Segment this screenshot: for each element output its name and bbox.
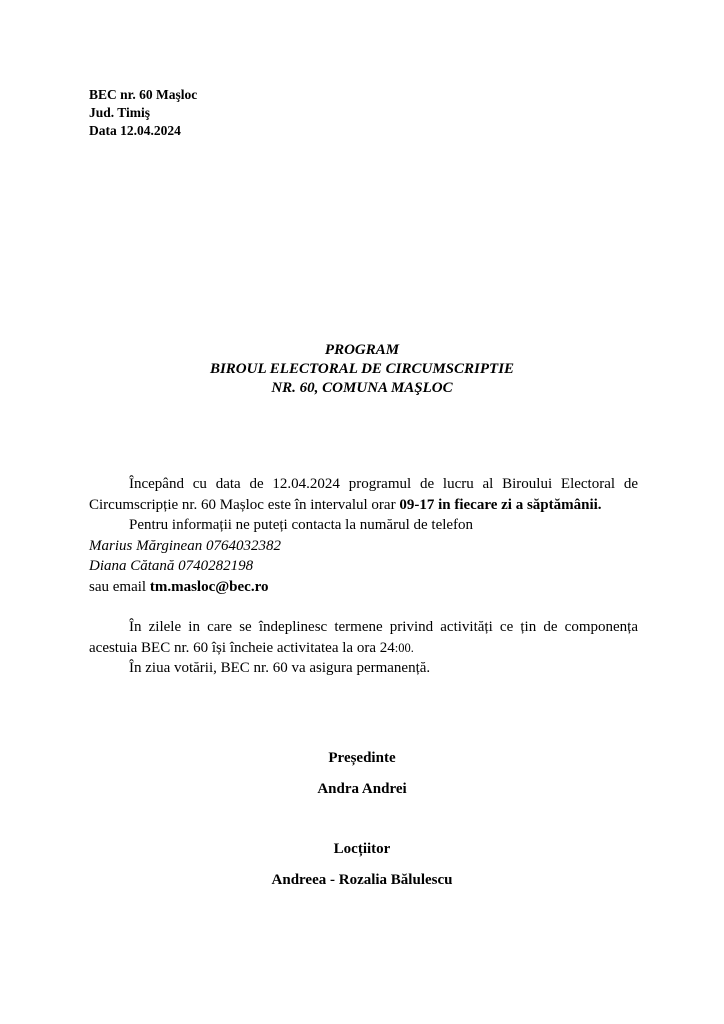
signature-name-deputy: Andreea - Rozalia Bălulescu (271, 872, 453, 888)
header-bureau: BEC nr. 60 Maşloc (89, 87, 198, 102)
email-prefix: sau email (89, 578, 150, 595)
email-address[interactable]: tm.masloc@bec.ro (149, 578, 269, 595)
deadline-text: În zilele in care se îndeplinesc termene privind activități ce țin de componența acestuia BEC nr. 60 își încheie activitatea la ora 24 (89, 619, 638, 656)
signature-role-president: Președinte (328, 750, 396, 766)
schedule-text: Începând cu data de 12.04.2024 programul de lucru al Biroului Electoral de Circumscripție nr. 60 Mașloc este în intervalul orar (89, 476, 638, 513)
header-date: Data 12.04.2024 (89, 123, 181, 138)
document-header (89, 86, 197, 140)
deadline-paragraph (89, 617, 638, 658)
signature-role-deputy: Locțiitor (333, 841, 391, 857)
contact-intro: Pentru informații ne puteți contacta la numărul de telefon (129, 517, 474, 533)
deadline-time: :00. (394, 640, 414, 655)
header-county: Jud. Timiş (89, 105, 151, 120)
schedule-paragraph (89, 474, 638, 515)
voting-day-paragraph: În ziua votării, BEC nr. 60 va asigura permanență. (129, 660, 431, 676)
schedule-hours: 09-17 in fiecare zi a săptămânii. (399, 496, 602, 513)
title-line-1: PROGRAM (324, 342, 400, 358)
signature-name-president: Andra Andrei (317, 781, 407, 797)
email-line (89, 577, 638, 598)
document-title (0, 341, 724, 398)
title-line-2: BIROUL ELECTORAL DE CIRCUMSCRIPTIE (209, 361, 515, 377)
document-body (89, 474, 638, 679)
title-line-3: NR. 60, COMUNA MAŞLOC (271, 380, 453, 396)
contact-person-1: Marius Mărginean 0764032382 (89, 537, 281, 554)
contact-person-2: Diana Cătană 0740282198 (89, 558, 254, 574)
